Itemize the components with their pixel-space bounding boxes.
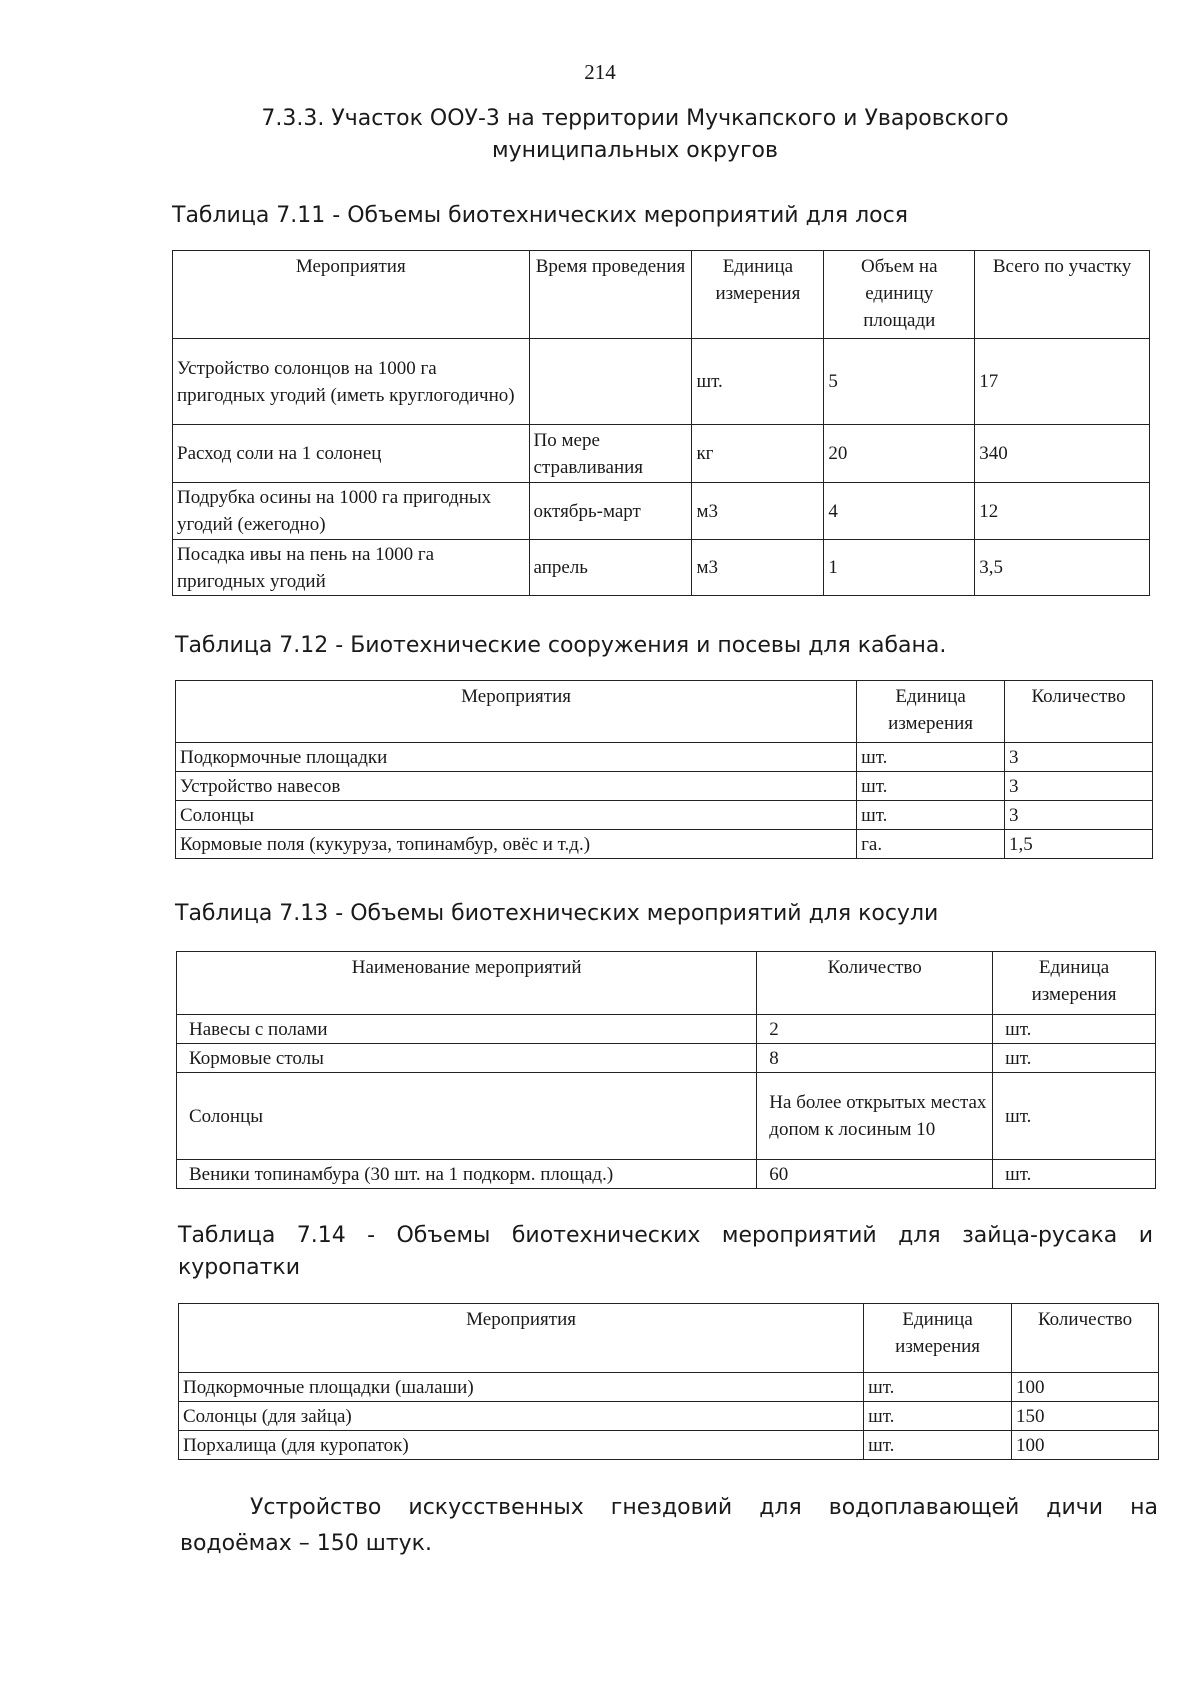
table-cell: Устройство солонцов на 1000 га пригодных угодий (иметь круглогодично)	[173, 339, 530, 425]
table-row	[173, 483, 1150, 540]
table-cell: Подкормочные площадки	[176, 743, 857, 772]
table-row	[176, 830, 1153, 859]
table-7-14	[178, 1303, 1159, 1460]
table-cell: На более открытых местах допом к лосиным 10	[757, 1073, 993, 1160]
header-cell: Мероприятия	[176, 681, 857, 743]
table-7-11	[172, 250, 1150, 596]
table-row	[173, 339, 1150, 425]
header-cell: Единица измерения	[692, 251, 824, 339]
table-cell: 20	[824, 425, 975, 483]
table-cell: Подрубка осины на 1000 га пригодных угодий (ежегодно)	[173, 483, 530, 540]
header-cell: Мероприятия	[179, 1304, 864, 1373]
closing-paragraph-line-1: Устройство искусственных гнездовий для водоплавающей дичи на	[250, 1495, 1158, 1520]
header-cell: Единица измерения	[857, 681, 1005, 743]
table-cell: шт.	[993, 1015, 1156, 1044]
table-cell: Солонцы	[177, 1073, 757, 1160]
table-cell: Порхалища (для куропаток)	[179, 1431, 864, 1460]
header-cell: Время проведения	[529, 251, 692, 339]
table-cell: 3	[1005, 743, 1153, 772]
table-cell: 3,5	[975, 540, 1150, 596]
table-7-12	[175, 680, 1153, 859]
table-cell: Навесы с полами	[177, 1015, 757, 1044]
section-title	[200, 103, 1070, 167]
table-cell: шт.	[993, 1044, 1156, 1073]
header-cell: Мероприятия	[173, 251, 530, 339]
table-cell: 3	[1005, 772, 1153, 801]
table-row	[177, 1015, 1156, 1044]
table-cell: м3	[692, 483, 824, 540]
closing-paragraph-line-2: водоёмах – 150 штук.	[180, 1531, 432, 1556]
table-cell: 150	[1012, 1402, 1159, 1431]
table-cell: шт.	[857, 772, 1005, 801]
section-title-line-1: 7.3.3. Участок ООУ-3 на территории Мучкапского и Уваровского	[261, 106, 1009, 131]
page-number: 214	[584, 60, 616, 84]
table-7-12-caption: Таблица 7.12 - Биотехнические сооружения и посевы для кабана.	[175, 633, 947, 658]
table-header-row	[179, 1304, 1159, 1373]
table-cell: Расход соли на 1 солонец	[173, 425, 530, 483]
table-cell: 1	[824, 540, 975, 596]
table-cell: Кормовые столы	[177, 1044, 757, 1073]
table-cell: Веники топинамбура (30 шт. на 1 подкорм. площад.)	[177, 1160, 757, 1189]
table-cell: 17	[975, 339, 1150, 425]
table-cell: шт.	[857, 801, 1005, 830]
table-cell: 2	[757, 1015, 993, 1044]
table-cell: Подкормочные площадки (шалаши)	[179, 1373, 864, 1402]
table-cell: 1,5	[1005, 830, 1153, 859]
table-cell: 8	[757, 1044, 993, 1073]
table-cell: 60	[757, 1160, 993, 1189]
table-cell: шт.	[993, 1160, 1156, 1189]
table-cell: Кормовые поля (кукуруза, топинамбур, овёс и т.д.)	[176, 830, 857, 859]
header-cell: Объем на единицу площади	[824, 251, 975, 339]
table-row	[179, 1431, 1159, 1460]
header-cell: Всего по участку	[975, 251, 1150, 339]
table-header-row	[176, 681, 1153, 743]
header-cell: Количество	[1005, 681, 1153, 743]
table-7-13	[176, 951, 1156, 1189]
table-row	[173, 540, 1150, 596]
table-cell: шт.	[993, 1073, 1156, 1160]
table-header-row	[173, 251, 1150, 339]
table-row	[177, 1044, 1156, 1073]
header-cell: Наименование мероприятий	[177, 952, 757, 1015]
header-cell: Единица измерения	[993, 952, 1156, 1015]
table-cell: Солонцы (для зайца)	[179, 1402, 864, 1431]
table-7-11-caption: Таблица 7.11 - Объемы биотехнических мероприятий для лося	[172, 203, 908, 228]
table-cell: По мере стравливания	[529, 425, 692, 483]
table-cell: 340	[975, 425, 1150, 483]
header-cell: Количество	[1012, 1304, 1159, 1373]
table-cell: 5	[824, 339, 975, 425]
table-7-14-caption	[178, 1220, 1153, 1284]
table-row	[179, 1402, 1159, 1431]
table-row	[176, 743, 1153, 772]
section-title-line-2: муниципальных округов	[492, 138, 778, 163]
table-cell: шт.	[864, 1402, 1012, 1431]
header-cell: Единица измерения	[864, 1304, 1012, 1373]
table-cell: октябрь-март	[529, 483, 692, 540]
table-cell: Устройство навесов	[176, 772, 857, 801]
header-cell: Количество	[757, 952, 993, 1015]
table-cell: Посадка ивы на пень на 1000 га пригодных угодий	[173, 540, 530, 596]
table-header-row	[177, 952, 1156, 1015]
table-cell: кг	[692, 425, 824, 483]
table-row	[177, 1073, 1156, 1160]
table-cell: шт.	[864, 1431, 1012, 1460]
table-cell: 3	[1005, 801, 1153, 830]
table-row	[177, 1160, 1156, 1189]
table-row	[173, 425, 1150, 483]
table-cell: 4	[824, 483, 975, 540]
table-cell: шт.	[692, 339, 824, 425]
table-cell: 100	[1012, 1431, 1159, 1460]
table-cell: шт.	[857, 743, 1005, 772]
table-cell: шт.	[864, 1373, 1012, 1402]
table-7-13-caption: Таблица 7.13 - Объемы биотехнических мероприятий для косули	[175, 901, 939, 926]
table-7-14-caption-line-2: куропатки	[178, 1255, 300, 1280]
table-cell: Солонцы	[176, 801, 857, 830]
table-cell: апрель	[529, 540, 692, 596]
table-row	[176, 801, 1153, 830]
table-cell: 12	[975, 483, 1150, 540]
table-cell: га.	[857, 830, 1005, 859]
closing-paragraph	[180, 1490, 1158, 1562]
table-row	[179, 1373, 1159, 1402]
table-cell: м3	[692, 540, 824, 596]
table-cell: 100	[1012, 1373, 1159, 1402]
table-cell	[529, 339, 692, 425]
table-7-14-caption-line-1: Таблица 7.14 - Объемы биотехнических мероприятий для зайца-русака и	[178, 1223, 1153, 1248]
table-row	[176, 772, 1153, 801]
